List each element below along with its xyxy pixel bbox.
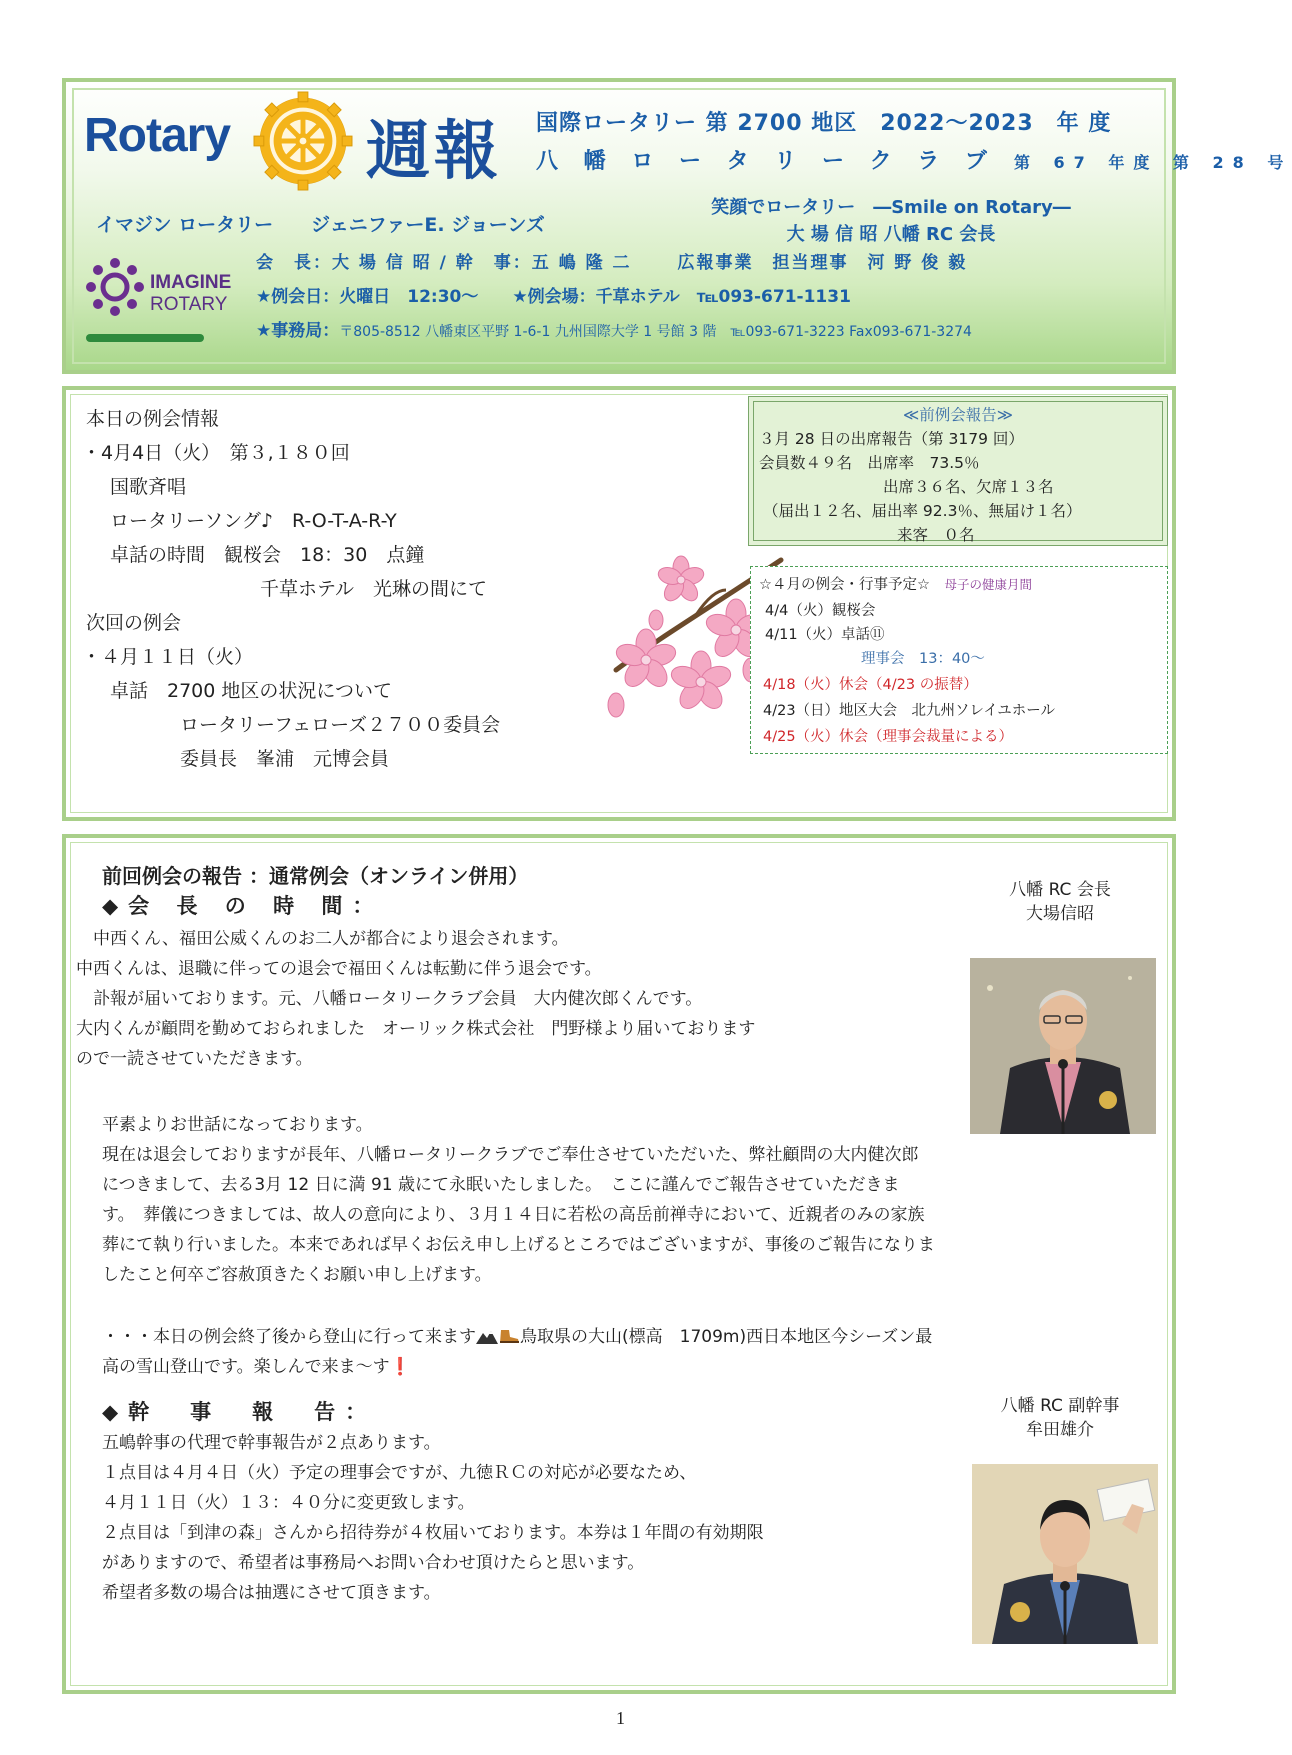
rotary-wordmark: Rotary [84,109,231,162]
schedule-item-0411: 4/11（火）卓話⑪ [765,627,885,643]
schedule-item-0423: 4/23（日）地区大会 北九州ソレイユホール [763,703,1055,719]
club-theme-slogan: 笑顔でロータリー ―Smile on Rotary― [711,197,1071,218]
previous-meeting-report-box [748,396,1168,546]
prev-report-attendance: ３月 28 日の出席報告（第 3179 回） [759,430,1024,448]
schedule-item-board: 理事会 13：40〜 [861,651,985,667]
letter-line-4: す。 葬儀につきましては、故人の意向により、３月１４日に若松の高岳前禅寺において、近親者のみの家族 [102,1205,925,1225]
prev-report-title: ≪前例会報告≫ [903,406,1013,424]
today-item-venue: 千草ホテル 光琳の間にて [260,578,488,600]
today-item-talk: 卓話の時間 観桜会 18：30 点鐘 [110,544,425,566]
meeting-info-line: ★例会日：火曜日 12:30〜 ★例会場：千草ホテル ℡093-671-1131 [256,287,851,307]
club-name-line [536,144,1292,175]
schedule-item-0418: 4/18（火）休会（4/23 の振替） [763,677,978,693]
prev-report-present: 出席３６名、欠席１３名 [883,478,1054,496]
office-address-line: ★事務局：〒805-8512 八幡東区平野 1-6-1 九州国際大学 1 号館 3 階 ℡093-671-3223 Fax093-671-3274 [256,321,972,341]
next-date: ・４月１１日（火） [82,646,254,668]
meeting-info-box [62,386,1176,821]
secretary-photo-caption: 八幡 RC 副幹事 牟田雄介 [1000,1396,1120,1440]
president-para-5: ので一読させていただきます。 [76,1049,313,1069]
club-theme-president: 大 場 信 昭 八幡 RC 会長 [786,224,996,245]
today-title: 本日の例会情報 [86,408,220,430]
climbing-line-1: ・・・本日の例会終了後から登山に行って来ます 鳥取県の大山(標高 1709m)西日本地区今シーズン最 [102,1327,933,1347]
next-item-talk: 卓話 2700 地区の状況について [110,680,393,702]
president-para-1: 中西くん、福田公威くんのお二人が都合により退会されます。 [76,929,569,949]
president-photo [970,958,1156,1134]
district-year-line: 国際ロータリー 第 2700 地区 2022〜2023 年 度 [536,111,1112,136]
imagine-text: IMAGINE ROTARY [150,272,232,315]
president-para-4: 大内くんが顧問を勤めておられました オーリック株式会社 門野様より届いております [76,1019,756,1039]
president-photo-caption: 八幡 RC 会長 大場信昭 [1009,880,1111,924]
mountain-icon [476,1328,498,1344]
page-number: 1 [616,1708,625,1728]
hiking-boot-icon [498,1328,520,1344]
today-date: ・4月4日（火） 第３,１８０回 [82,442,350,464]
club-name: 八 幡 ロ ー タ リ ー ク ラ ブ [536,149,996,174]
issue-number: 第 67 年度 第 28 号 [1013,153,1292,172]
secretary-photo [972,1464,1158,1644]
ri-theme: イマジン ロータリー ジェニファーE. ジョーンズ [96,214,545,236]
prev-report-guests: 来客 ０名 [897,526,975,544]
climbing-line-2: 高の雪山登山です。楽しんで来ま〜す❗ [102,1357,411,1377]
schedule-item-0425: 4/25（火）休会（理事会裁量による） [763,729,1014,745]
weekly-report-title: 週報 [366,115,502,189]
today-item-song: ロータリーソング♪ R-O-T-A-R-Y [110,510,397,532]
today-item-anthem: 国歌斉唱 [110,476,187,498]
imagine-rotary-logo [84,256,264,348]
rotary-wheel-logo [254,92,352,190]
secretary-para-2: １点目は４月４日（火）予定の理事会ですが、九徳ＲＣの対応が必要なため、 [102,1463,697,1483]
letter-line-6: したこと何卒ご容赦頂きたくお願い申し上げます。 [102,1265,492,1285]
letter-line-1: 平素よりお世話になっております。 [102,1115,373,1135]
president-para-2: 中西くんは、退職に伴っての退会で福田くんは転勤に伴う退会です。 [76,959,602,979]
secretary-para-3: ４月１１日（火）１３：４０分に変更致します。 [102,1493,475,1513]
newsletter-header [62,78,1292,374]
april-schedule-box [750,566,1168,754]
prev-report-notified: （届出１２名、届出率 92.3％、無届け１名） [763,502,1082,520]
next-item-committee: ロータリーフェローズ２７００委員会 [180,714,501,736]
secretary-para-4: ２点目は「到津の森」さんから招待券が４枚届いております。本券は１年間の有効期限 [102,1523,764,1543]
report-heading: 前回例会の報告 ：通常例会（オンライン併用） [102,864,529,888]
club-theme [676,194,1106,248]
president-time-heading: ◆会 長 の 時 間： [102,894,384,918]
officers-line: 会 長：大 場 信 昭 / 幹 事：五 嶋 隆 二 広報事業 担当理事 河 野 俊 毅 [256,253,968,273]
next-item-chair: 委員長 峯浦 元博会員 [180,748,390,770]
exclamation-icon: ❗ [389,1357,411,1377]
prev-report-members: 会員数４９名 出席率 73.5％ [759,454,980,472]
letter-line-5: 葬にて執り行いました。本来であれば早くお伝え申し上げるところではございますが、事後のご報告になりま [102,1235,935,1255]
secretary-report-heading: ◆幹 事 報 告： [102,1400,377,1424]
imagine-green-bar [86,334,204,342]
letter-line-3: につきまして、去る3月 12 日に満 91 歳にて永眠いたしました。 ここに謹んでご報告させていただきま [102,1175,900,1195]
secretary-para-6: 希望者多数の場合は抽選にさせて頂きます。 [102,1583,441,1603]
secretary-para-5: がありますので、希望者は事務局へお問い合わせ頂けたらと思います。 [102,1553,645,1573]
schedule-title: ☆４月の例会・行事予定☆ 母子の健康月間 [759,577,1033,593]
president-para-3: 訃報が届いております。元、八幡ロータリークラブ会員 大内健次郎くんです。 [76,989,703,1009]
letter-line-2: 現在は退会しておりますが長年、八幡ロータリークラブでご奉仕させていただいた、弊社顧問の大内健次郎 [102,1145,919,1165]
meeting-report-box [62,834,1176,1694]
schedule-item-0404: 4/4（火）観桜会 [765,603,876,619]
next-title: 次回の例会 [86,612,182,634]
imagine-flower-icon [84,256,146,318]
secretary-para-1: 五嶋幹事の代理で幹事報告が２点あります。 [102,1433,441,1453]
